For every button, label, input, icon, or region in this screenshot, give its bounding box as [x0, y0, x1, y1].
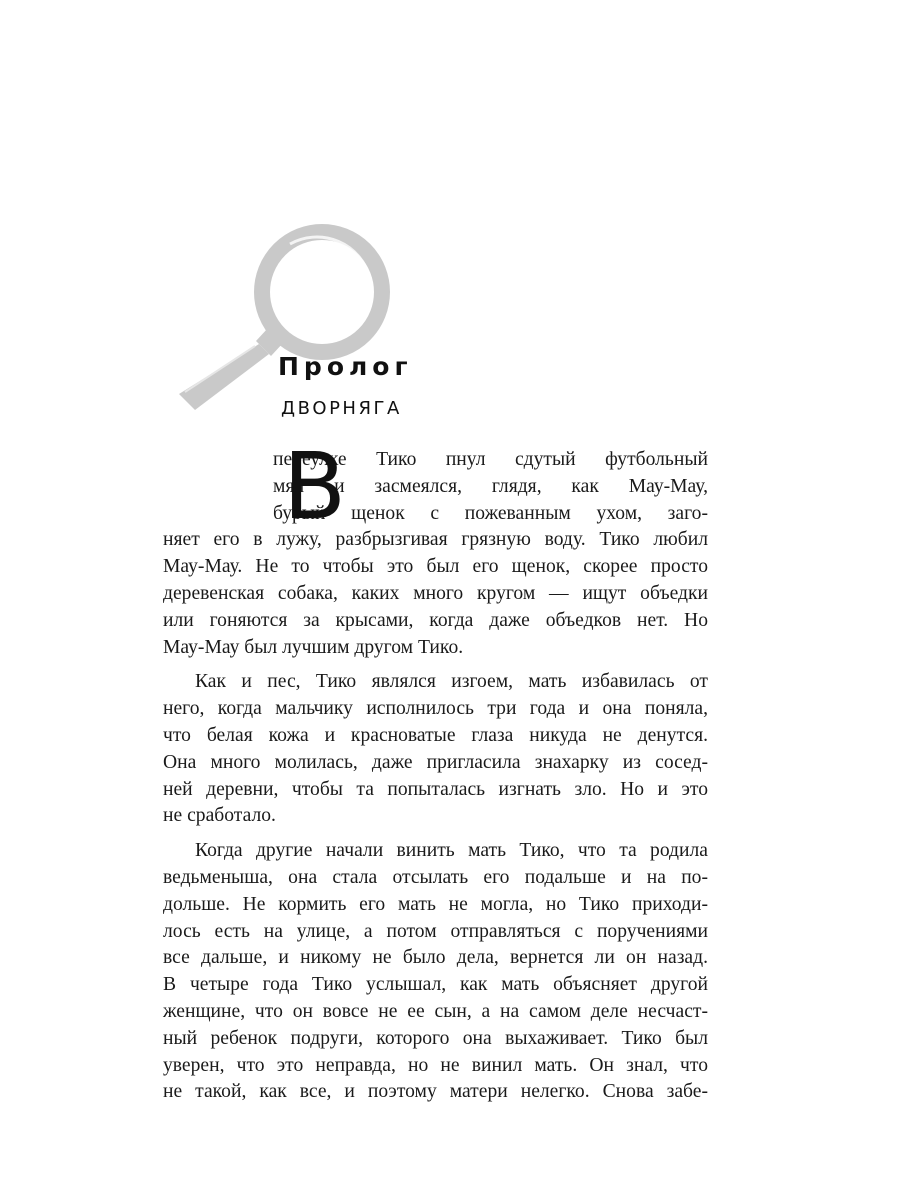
paragraph-2: [163, 669, 708, 830]
paragraph-3: [163, 838, 708, 1106]
text-line: не такой, как все, и поэтому матери нелегко. Снова забе-: [163, 1081, 708, 1103]
text-line: ведьменыша, она стала отсылать его подальше и на по-: [163, 866, 708, 888]
drop-cap: В: [283, 433, 347, 540]
chapter-title: Пролог: [278, 352, 413, 381]
text-line: В четыре года Тико услышал, как мать объясняет другой: [163, 974, 708, 996]
text-line: что белая кожа и красноватые глаза никуда не денутся.: [163, 724, 708, 746]
body-text: [163, 433, 708, 1114]
text-line: не сработало.: [163, 805, 276, 827]
text-line: Как и пес, Тико являлся изгоем, мать избавилась от: [195, 671, 708, 693]
paragraph-1: [163, 433, 708, 661]
text-line: ней деревни, чтобы та попыталась изгнать зло. Но и это: [163, 778, 708, 800]
text-line: Мау-Мау был лучшим другом Тико.: [163, 636, 464, 658]
text-line: няет его в лужу, разбрызгивая грязную воду. Тико любил: [163, 529, 708, 551]
text-line: лось есть на улице, а потом отправляться с поручениями: [163, 920, 708, 942]
text-line: мяч и засмеялся, глядя, как Мау-Мау,: [273, 475, 708, 497]
text-line: бурый щенок с пожеванным ухом, заго-: [273, 502, 708, 524]
text-line: Когда другие начали винить мать Тико, что та родила: [195, 840, 708, 862]
text-line: переулке Тико пнул сдутый футбольный: [273, 449, 708, 470]
chapter-subtitle: ДВОРНЯГА: [281, 398, 402, 419]
magnifying-glass-icon: [165, 210, 405, 425]
text-line: него, когда мальчику исполнилось три года и она поняла,: [163, 698, 708, 720]
text-line: деревенская собака, каких много кругом — ищут объедки: [163, 582, 708, 604]
text-line: или гоняются за крысами, когда даже объедков нет. Но: [163, 609, 708, 631]
text-line: Мау-Мау. Не то чтобы это был его щенок, скорее просто: [163, 556, 708, 578]
text-line: женщине, что он вовсе не ее сын, а на самом деле несчаст-: [163, 1000, 708, 1022]
text-line: ный ребенок подруги, которого она выхаживает. Тико был: [163, 1027, 708, 1049]
text-line: уверен, что это неправда, но не винил мать. Он знал, что: [163, 1054, 708, 1076]
text-line: дольше. Не кормить его мать не могла, но Тико приходи-: [163, 893, 708, 915]
text-line: все дальше, и никому не было дела, вернется ли он назад.: [163, 947, 708, 969]
text-line: Она много молилась, даже пригласила знахарку из сосед-: [163, 751, 708, 773]
